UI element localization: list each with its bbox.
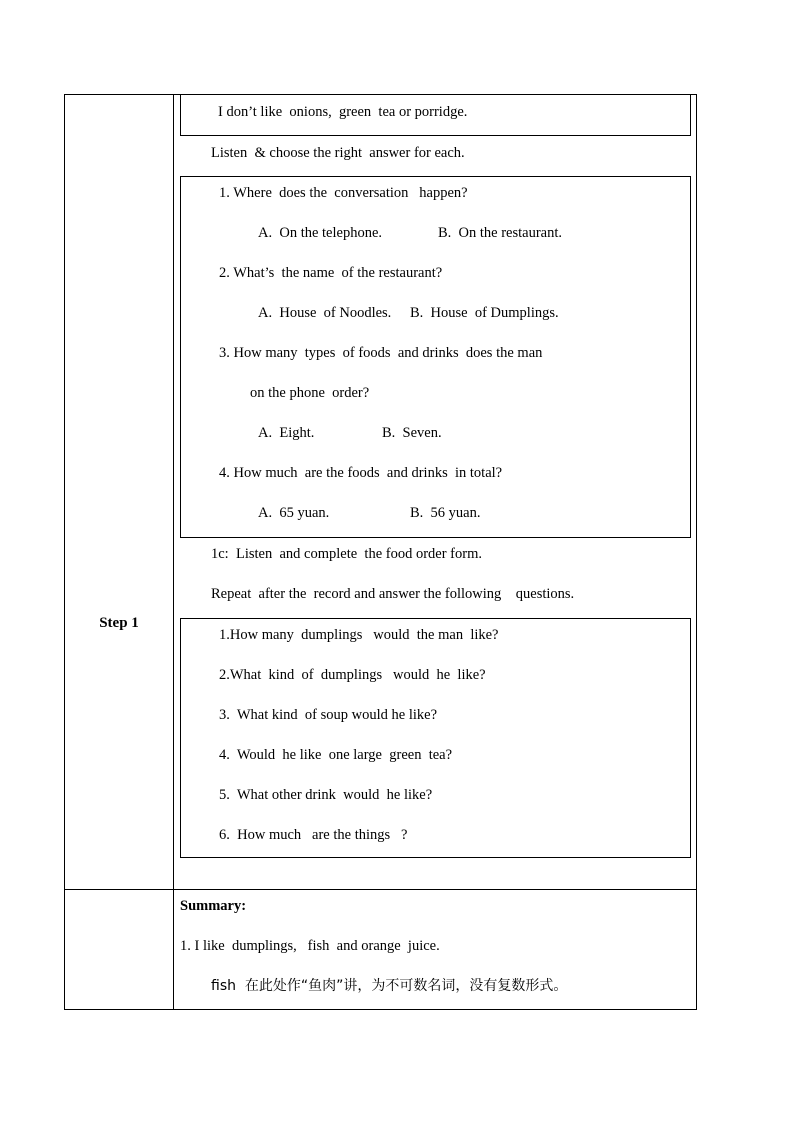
question-4-option-a: A. 65 yuan. [258,505,330,521]
question-3-option-b: B. Seven. [382,425,442,441]
question-3-option-a: A. Eight. [258,425,315,441]
question-2: 2. What’s the name of the restaurant? [219,265,443,281]
question-1-option-b: B. On the restaurant. [438,225,563,241]
question-4: 4. How much are the foods and drinks in total? [219,465,503,481]
comprehension-questions-box [180,618,691,858]
instruction-1c: 1c: Listen and complete the food order form. [211,546,482,562]
summary-line-1: 1. I like dumplings, fish and orange juice. [180,938,440,954]
comprehension-question-6: 6. How much are the things ? [219,827,408,843]
question-1-option-a: A. On the telephone. [258,225,383,241]
question-3-continued: on the phone order? [250,385,370,401]
example-sentence: I don’t like onions, green tea or porridge. [218,104,468,120]
comprehension-question-1: 1.How many dumplings would the man like? [219,627,499,643]
comprehension-question-3: 3. What kind of soup would he like? [219,707,438,723]
question-2-option-b: B. House of Dumplings. [410,305,559,321]
question-3: 3. How many types of foods and drinks does the man [219,345,543,361]
step-label: Step 1 [99,615,139,631]
row-divider [65,889,696,890]
comprehension-question-2: 2.What kind of dumplings would he like? [219,667,486,683]
summary-title: Summary: [180,898,247,914]
instruction-listen: Listen & choose the right answer for each. [211,145,465,161]
question-4-option-b: B. 56 yuan. [410,505,481,521]
question-1: 1. Where does the conversation happen? [219,185,468,201]
comprehension-question-4: 4. Would he like one large green tea? [219,747,453,763]
question-2-option-a: A. House of Noodles. [258,305,392,321]
summary-line-2: fish 在此处作“鱼肉”讲，为不可数名词，没有复数形式。 [211,978,568,994]
instruction-repeat: Repeat after the record and answer the following questions. [211,586,575,602]
comprehension-question-5: 5. What other drink would he like? [219,787,433,803]
column-divider [173,95,174,1009]
